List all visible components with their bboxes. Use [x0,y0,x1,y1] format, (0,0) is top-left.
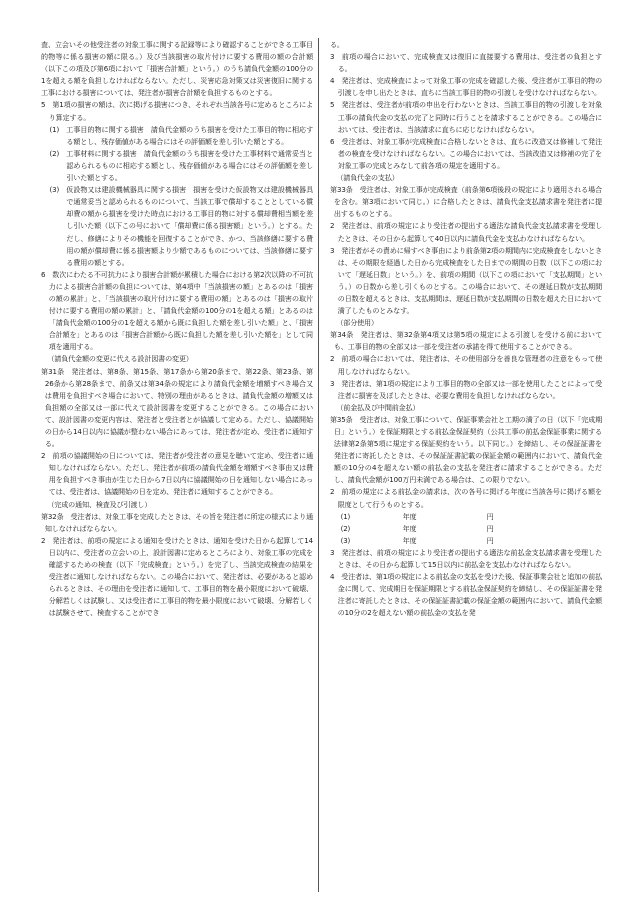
article-heading-paragraph: 第35条 受注者は、対象工事について、保証事業会社と工期の満了の日（以下「完成期日」という。）を保証期限とする前払金保証契約（公共工事の前払金保証事業に関する法律第2条第5項に規定する保証契約をいう。以下同じ。）を締結し、その保証証書を発注者に寄託したときは、その保証証書記載の保証金額の範囲内において、請負代金額の10分の4を超えない額の前払金の支払を発注者に請求することができる。ただし、請負代金額が100万円未満である場合は、この限りでない。 [330,414,602,485]
article-caption: （請負代金の支払） [336,173,399,183]
clause-item: (3) 仮設物又は建設機械器具に関する損害 損害を受けた仮設物又は建設機械器具で通常妥当と認められるものについて、当該工事で償却することとしている償却費の額から損害を受けた時点における工事目的物に対する償却費相当額を差し引いた額（以下この号において「償却費に係る損害額」という。）とする。ただし、修繕によりその機能を回復することができ、かつ、当該修繕に要する費用の額が償却費に係る損害額より少額であるものについては、当該修繕に要する費用の額とする。 [49,185,313,267]
amount-table-row [330,511,602,523]
amount-table-row [330,523,602,535]
table-cell: (3) [340,535,351,545]
clause-paragraph: 3 発注者は、前項の規定により受注者の提出する適法な前払金支払請求書を受理したときは、その日から起算して15日以内に前払金を支払わなければならない。 [330,547,602,570]
column-divider [318,38,319,892]
clause-paragraph: 6 数次にわたる不可抗力により損害合計額が累積した場合における第2次以降の不可抗力による損害合計額の負担については、第4項中「当該損害の額」とあるのは「損害の額の累計」と、「当該損害の取片付けに要する費用の額」とあるのは「損害の取片付けに要する費用の額の累計」と、「請負代金額の100分の1を超える額」とあるのは「請負代金額の100分の1を超える額から既に負担した額を差し引いた額」と、「損害合計額を」とあるのは「損害合計額から既に負担した額を差し引いた額を」として同項を適用する。 [41,269,313,352]
right-column [330,39,602,891]
clause-paragraph: 2 前項の規定による前払金の請求は、次の各号に掲げる年度に当該各号に掲げる額を限度として行うものとする。 [330,487,602,509]
clause-paragraph: 4 発注者は、完成検査によって対象工事の完成を確認した後、受注者が工事目的物の引渡しを申し出たときは、直ちに当該工事目的物の引渡しを受けなければならない。 [330,76,602,98]
clause-paragraph: 2 発注者は、前項の規定による通知を受けたときは、通知を受けた日から起算して14日以内に、受注者の立会いの上、設計図書に定めるところにより、対象工事の完成を確認するための検査（以下「完成検査」という。）を完了し、当該完成検査の結果を受注者に通知しなければならない。この場合において、発注者は、必要があると認められるときは、その理由を受注者に通知して、工事目的物を最小限度において破壊、分解若しくは試験し、又は受注者に工事目的物を最小限度において破壊、分解若しくは試験させて、検査することができ [41,535,313,618]
clause-paragraph: 5 発注者は、受注者が前項の申出を行わないときは、当該工事目的物の引渡しを対象工事の請負代金の支払の完了と同時に行うことを請求することができる。この場合においては、受注者は、当該請求に直ちに応じなければならない。 [330,100,602,134]
article-caption: （部分使用） [336,318,378,328]
continued-paragraph: る。 [330,40,344,49]
table-cell: 年度 [402,535,417,545]
article-heading-paragraph: 第33条 受注者は、対象工事が完成検査（前条第6項後段の規定により適用される場合を含む。第3項において同じ。）に合格したときは、請負代金支払請求書を発注者に提出するものとする。 [330,185,602,219]
table-cell: 円 [486,523,494,533]
table-cell: (1) [340,511,351,521]
clause-item: (2) 工事材料に関する損害 請負代金額のうち損害を受けた工事材料で通常妥当と認められるものに相応する額とし、残存価値がある場合にはその評価額を差し引いた額とする。 [49,148,313,183]
clause-paragraph: 2 前項の協議開始の日については、発注者が受注者の意見を聴いて定め、受注者に通知しなければならない。ただし、発注者が前項の請負代金額を増額すべき事由又は費用を負担すべき事由が生じた日から7日以内に協議開始の日を通知しない場合にあっては、受注者は、協議開始の日を定め、発注者に通知することができる。 [41,451,313,497]
clause-paragraph: 3 発注者がその責めに帰すべき事由により前条第2項の期間内に完成検査をしないときは、その期限を経過した日から完成検査をした日までの期間の日数（以下この項において「遅延日数」という。）を、前項の期間（以下この項において「支払期間」という。）の日数から差し引くものとする。この場合において、その遅延日数が支払期間の日数を超えるときは、支払期間は、遅延日数が支払期間の日数を超えた日において満了したものとみなす。 [330,245,602,316]
amount-table-row [330,535,602,547]
clause-paragraph: 3 前項の場合において、完成検査又は復旧に直接要する費用は、受注者の負担とする。 [330,52,602,74]
left-column [41,39,313,891]
clause-paragraph: 4 受注者は、第1項の規定による前払金の支払を受けた後、保証事業会社と追加の前払金に関して、完成期日を保証期限とする前払金保証契約を締結し、その保証証書を発注者に寄託したときは、その保証証書記載の保証金額の範囲内において、請負代金額の10分の2を超えない額の前払金の支払を発 [330,572,602,618]
clause-paragraph: 3 発注者は、第1項の規定により工事目的物の全部又は一部を使用したことによって受注者に損害を及ぼしたときは、必要な費用を負担しなければならない。 [330,378,602,400]
table-cell: (2) [340,523,351,533]
article-caption: （完成の通知、検査及び引渡し） [47,499,152,509]
continued-paragraph: 査、立会いその他受注者の対象工事に関する記録等により確認することができる工事目的物等に係る損害の額に限る。）及び当該損害の取片付けに要する費用の額の合計額（以下この項及び第6項において「損害合計額」という。）のうち請負代金額の100分の1を超える額を負担しなければならない。ただし、災害応急対策又は災害復旧に関する工事における損害については、発注者が損害合計額を負担するものとする。 [41,40,313,98]
clause-paragraph: 6 受注者は、対象工事が完成検査に合格しないときは、直ちに改造又は修補して発注者の検査を受けなければならない。この場合においては、当該改造又は修補の完了を対象工事の完成とみなして前各項の規定を適用する。 [330,136,602,170]
table-cell: 円 [486,511,494,521]
clause-paragraph: 5 第1項の損害の額は、次に掲げる損害につき、それぞれ当該各号に定めるところにより算定する。 [41,100,313,122]
clause-paragraph: 2 発注者は、前項の規定により受注者の提出する適法な請負代金支払請求書を受理したときは、その日から起算して40日以内に請負代金を支払わなければならない。 [330,221,602,243]
article-caption: （請負代金額の変更に代える設計図書の変更） [47,354,193,364]
article-caption: （前金払及び中間前金払） [336,402,420,412]
table-cell: 円 [486,535,494,545]
clause-paragraph: 2 前項の場合においては、発注者は、その使用部分を善良な管理者の注意をもって使用しなければならない。 [330,354,602,376]
article-heading-paragraph: 第32条 受注者は、対象工事を完成したときは、その旨を発注者に所定の様式により通知しなければならない。 [41,511,313,533]
article-heading-paragraph: 第31条 発注者は、第8条、第15条、第17条から第20条まで、第22条、第23条、第26条から第28条まで、前条又は第34条の規定により請負代金額を増額すべき場合又は費用を負担すべき場合において、特別の理由があるときは、請負代金額の増額又は負担額の全部又は一部に代えて設計図書を変更することができる。この場合において、設計図書の変更内容は、発注者と受注者とが協議して定める。ただし、協議開始の日から14日以内に協議が整わない場合にあっては、発注者が定め、受注者に通知する。 [41,366,313,449]
article-heading-paragraph: 第34条 発注者は、第32条第4項又は第5項の規定による引渡しを受ける前においても、工事目的物の全部又は一部を受注者の承諾を得て使用することができる。 [330,330,602,352]
table-cell: 年度 [402,523,417,533]
table-cell: 年度 [402,511,417,521]
clause-item: (1) 工事目的物に関する損害 請負代金額のうち損害を受けた工事目的物に相応する額とし、残存価値がある場合にはその評価額を差し引いた額とする。 [49,124,313,146]
